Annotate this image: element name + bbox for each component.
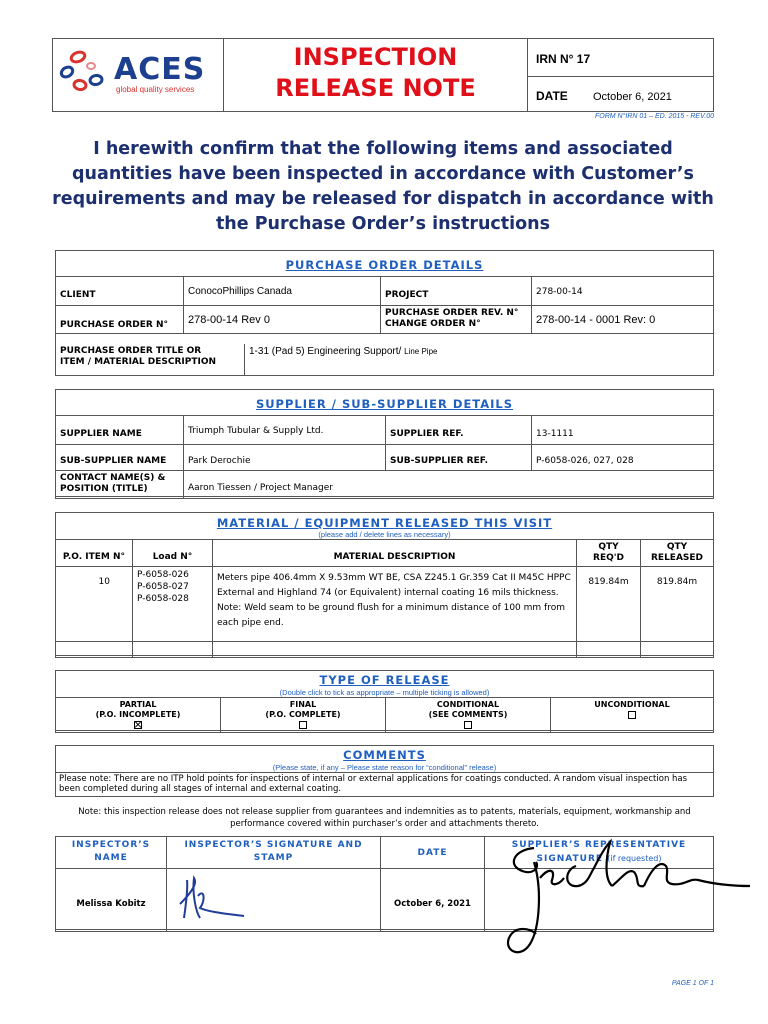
sub-supplier-name-value: Park Derochie [184,445,386,471]
logo-wordmark: ACES [114,52,206,87]
project-label: PROJECT [381,277,532,306]
col-qty-reqd: QTY REQ'D [577,540,641,567]
comments-heading: COMMENTS [343,748,426,762]
signoff-col-signature: INSPECTOR’S SIGNATURE AND STAMP [167,837,381,869]
sub-supplier-ref-value: P-6058-026, 027, 028 [532,445,714,471]
signoff-col-inspector-name: INSPECTOR’S NAME [56,837,167,869]
supplier-name-label: SUPPLIER NAME [56,416,184,445]
release-type-table [55,697,714,733]
purchase-order-table [55,276,714,334]
row-qty-reqd: 819.84m [577,567,641,642]
unconditional-checkbox[interactable] [628,711,636,719]
page-number: PAGE 1 OF 1 [671,980,714,987]
row-load: P-6058-026 P-6058-027 P-6058-028 [133,567,213,642]
table-row [56,642,714,658]
date-value: October 6, 2021 [593,91,672,103]
po-number-label: PURCHASE ORDER N° [56,306,184,334]
logo-tagline: global quality services [116,85,195,94]
signoff-col-supplier-signature: SUPPLIER’S REPRESENTATIVE SIGNATURE (if requested) [485,837,714,869]
irn-number: IRN N° 17 [536,52,591,66]
material-section [55,512,714,656]
supplier-signature-drawing [494,838,756,963]
release-option-partial[interactable]: PARTIAL (P.O. INCOMPLETE) [56,698,221,733]
logo-mark-icon [58,48,112,98]
po-title-label: PURCHASE ORDER TITLE OR ITEM / MATERIAL DESCRIPTION [60,346,217,367]
aces-logo [58,44,218,104]
comments-text: Please note: There are no ITP hold points for inspections of internal or external applications for coatings conducted. A random visual inspection has been completed during all stages of internal and external coating. [59,774,688,794]
comments-divider [56,772,713,773]
date-label: DATE [536,89,568,103]
release-type-note: (Double click to tick as appropriate – multiple ticking is allowed) [279,688,490,697]
comments-section [55,745,714,797]
po-number-value: 278-00-14 Rev 0 [184,306,381,334]
row-item: 10 [56,567,133,642]
purchase-order-heading: PURCHASE ORDER DETAILS [285,258,484,272]
confirmation-statement: I herewith confirm that the following items and associated quantities have been inspected in accordance with Customer’s requirements and may be released for dispatch in accordance with the Purchase Order’s instructions [52,139,714,234]
col-load: Load N° [133,540,213,567]
sub-supplier-name-label: SUB-SUPPLIER NAME [56,445,184,471]
po-title-divider [244,344,245,376]
contact-label: CONTACT NAME(S) & POSITION (TITLE) [56,471,184,499]
release-option-final[interactable]: FINAL (P.O. COMPLETE) [221,698,386,733]
po-rev-value: 278-00-14 - 0001 Rev: 0 [532,306,714,334]
final-checkbox[interactable] [299,721,307,729]
row-description: Meters pipe 406.4mm X 9.53mm WT BE, CSA Z245.1 Gr.359 Cat II M45C HPPC External and Highland 74 (or Equivalent) internal coating 16 mils thickness. Note: Weld seam to be ground flush for a minimum distance of 100 mm from each pipe end. [213,567,577,642]
conditional-checkbox[interactable] [464,721,472,729]
title-line-1: INSPECTION [293,43,458,71]
supplier-table [55,415,714,499]
supplier-ref-value: 13-1111 [532,416,714,445]
inspector-name-cell: Melissa Kobitz [56,869,167,932]
col-qty-released: QTY RELEASED [641,540,714,567]
document-title [224,42,527,104]
col-material-description: MATERIAL DESCRIPTION [213,540,577,567]
inspector-signature-drawing [170,874,250,924]
col-po-item: P.O. ITEM N° [56,540,133,567]
title-line-2: RELEASE NOTE [275,74,476,102]
sub-supplier-ref-label: SUB-SUPPLIER REF. [386,445,532,471]
signoff-date-cell: October 6, 2021 [381,869,485,932]
signoff-col-date: DATE [381,837,485,869]
header-divider-2 [527,38,528,112]
client-value: ConocoPhillips Canada [184,277,381,306]
release-type-heading: TYPE OF RELEASE [319,673,450,687]
supplier-ref-label: SUPPLIER REF. [386,416,532,445]
header-divider-3 [527,76,714,77]
purchase-order-section [55,250,714,376]
client-label: CLIENT [56,277,184,306]
partial-checkbox[interactable] [134,721,142,729]
release-option-unconditional[interactable]: UNCONDITIONAL [551,698,714,733]
material-heading: MATERIAL / EQUIPMENT RELEASED THIS VISIT [216,516,553,530]
contact-value: Aaron Tiessen / Project Manager [184,471,714,499]
supplier-name-value: Triumph Tubular & Supply Ltd. [184,416,386,445]
material-table [55,539,714,658]
supplier-section [55,389,714,497]
material-note: (please add / delete lines as necessary) [318,530,451,539]
disclaimer-text: Note: this inspection release does not release supplier from guarantees and indemnities as to patents, materials, equipment, workmanship and performance covered within purchaser’s order and attachments thereto. [78,807,691,829]
release-option-conditional[interactable]: CONDITIONAL (SEE COMMENTS) [386,698,551,733]
form-reference: FORM N°IRN 01 – ED. 2015 - REV.00 [595,113,714,120]
comments-note: (Please state, if any – Please state reason for “conditional” release) [272,763,497,772]
po-title-value: 1-31 (Pad 5) Engineering Support/ Line Pipe [249,346,438,357]
row-qty-released: 819.84m [641,567,714,642]
table-row [56,567,714,642]
project-value: 278-00-14 [532,277,714,306]
po-rev-label: PURCHASE ORDER REV. N° CHANGE ORDER N° [381,306,532,334]
release-type-section [55,670,714,731]
supplier-heading: SUPPLIER / SUB-SUPPLIER DETAILS [255,397,514,411]
